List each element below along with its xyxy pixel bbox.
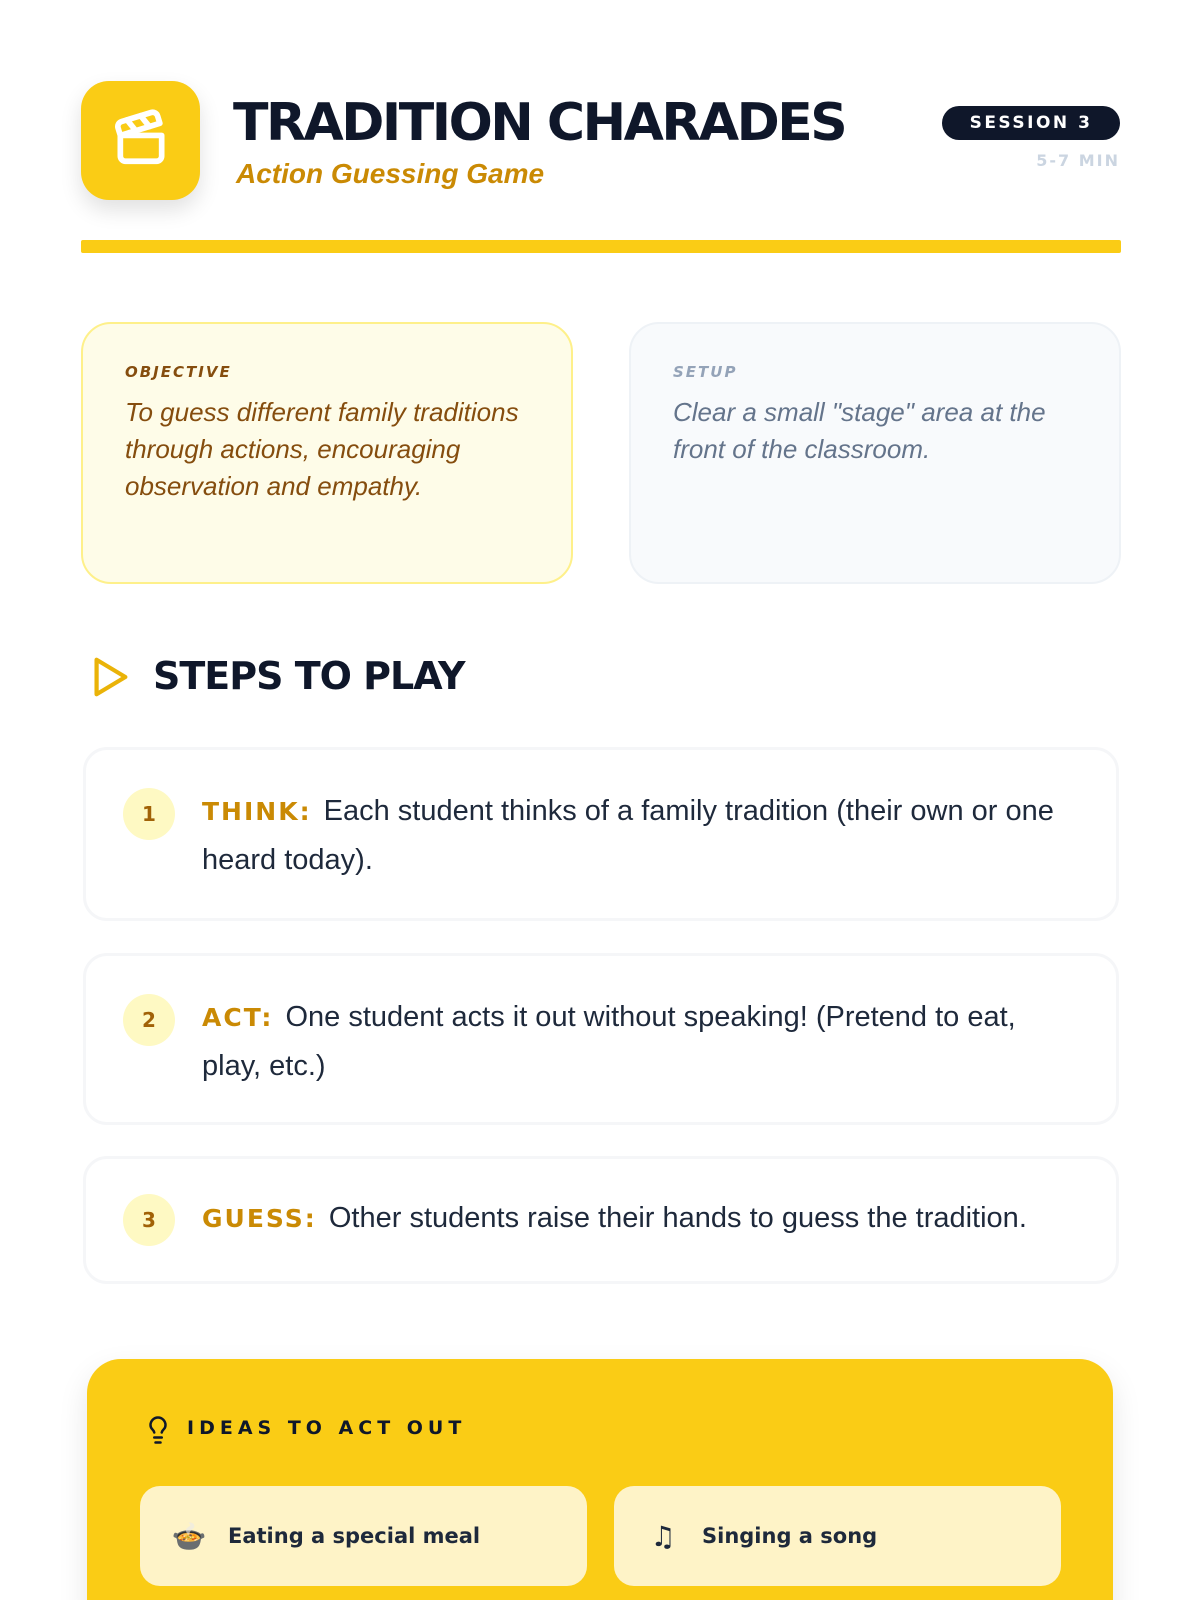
- objective-label: OBJECTIVE: [125, 363, 232, 381]
- step-text: One student acts it out without speaking! (Pretend to eat, play, etc.): [202, 1001, 1016, 1082]
- step-number: 3: [123, 1194, 175, 1246]
- step-card: [83, 747, 1119, 921]
- music-notes-icon: ♫: [650, 1519, 676, 1553]
- step-number: 2: [123, 994, 175, 1046]
- step-label: THINK:: [202, 797, 312, 826]
- step-card: [83, 1156, 1119, 1284]
- step-label: GUESS:: [202, 1204, 317, 1233]
- step-body: [202, 787, 1076, 884]
- objective-text: To guess different family traditions through actions, encouraging observation and empathy.: [125, 397, 519, 501]
- step-number: 1: [123, 788, 175, 840]
- header-divider: [81, 240, 1121, 253]
- idea-label: Singing a song: [702, 1524, 878, 1548]
- steps-heading: STEPS TO PLAY: [153, 654, 465, 698]
- step-card: [83, 953, 1119, 1125]
- step-body: [202, 1194, 1076, 1243]
- idea-chip: [140, 1486, 587, 1586]
- step-body: [202, 993, 1076, 1090]
- page-subtitle: Action Guessing Game: [236, 158, 545, 189]
- page-title: TRADITION CHARADES: [233, 93, 846, 153]
- setup-card: [629, 322, 1121, 584]
- app-icon: [81, 81, 200, 200]
- ideas-panel: [87, 1359, 1113, 1600]
- duration-label: 5-7 MIN: [1036, 151, 1120, 170]
- clapperboard-icon: [110, 107, 172, 174]
- step-label: ACT:: [202, 1003, 274, 1032]
- setup-text: Clear a small "stage" area at the front of the classroom.: [673, 397, 1046, 464]
- step-text: Other students raise their hands to guess the tradition.: [328, 1202, 1027, 1234]
- step-text: Each student thinks of a family tradition (their own or one heard today).: [202, 795, 1054, 876]
- ideas-title: IDEAS TO ACT OUT: [187, 1417, 467, 1439]
- idea-chip: [614, 1486, 1061, 1586]
- session-badge: SESSION 3: [942, 106, 1120, 140]
- lightbulb-icon: [143, 1413, 173, 1452]
- play-icon: [87, 654, 133, 705]
- idea-label: Eating a special meal: [228, 1524, 481, 1548]
- soup-bowl-icon: 🍲: [171, 1519, 207, 1553]
- objective-card: [81, 322, 573, 584]
- setup-label: SETUP: [673, 363, 738, 381]
